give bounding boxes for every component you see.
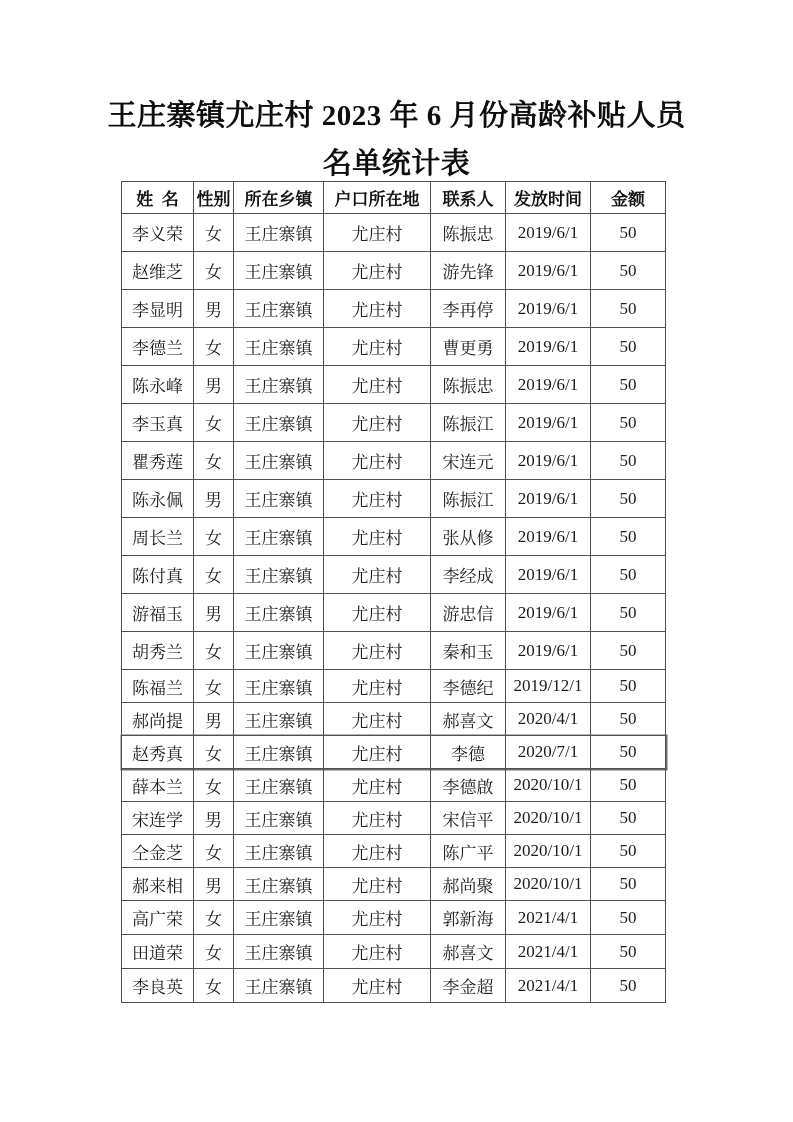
table-header-row xyxy=(122,182,666,214)
cell-name: 游福玉 xyxy=(122,594,194,632)
cell-location: 尤庄村 xyxy=(324,480,431,518)
cell-location: 尤庄村 xyxy=(324,556,431,594)
header-location: 户口所在地 xyxy=(324,182,431,214)
cell-name: 田道荣 xyxy=(122,935,194,969)
cell-location: 尤庄村 xyxy=(324,901,431,935)
cell-amount: 50 xyxy=(591,328,666,366)
title-line-1: 王庄寨镇尤庄村 2023 年 6 月份高龄补贴人员 xyxy=(107,100,686,132)
cell-contact: 李金超 xyxy=(431,969,506,1003)
cell-date: 2019/6/1 xyxy=(506,404,591,442)
cell-gender: 女 xyxy=(194,252,234,290)
cell-date: 2019/6/1 xyxy=(506,480,591,518)
cell-name: 李玉真 xyxy=(122,404,194,442)
cell-date: 2019/12/1 xyxy=(506,670,591,703)
cell-gender: 女 xyxy=(194,404,234,442)
cell-location: 尤庄村 xyxy=(324,769,431,802)
cell-contact: 张从修 xyxy=(431,518,506,556)
cell-gender: 男 xyxy=(194,868,234,901)
cell-location: 尤庄村 xyxy=(324,366,431,404)
cell-contact: 李德纪 xyxy=(431,670,506,703)
table-row xyxy=(122,442,666,480)
cell-gender: 女 xyxy=(194,556,234,594)
cell-location: 尤庄村 xyxy=(324,290,431,328)
cell-gender: 男 xyxy=(194,802,234,835)
cell-amount: 50 xyxy=(591,442,666,480)
cell-town: 王庄寨镇 xyxy=(234,769,324,802)
cell-name: 陈福兰 xyxy=(122,670,194,703)
cell-location: 尤庄村 xyxy=(324,969,431,1003)
cell-amount: 50 xyxy=(591,736,666,769)
table-row xyxy=(122,802,666,835)
cell-amount: 50 xyxy=(591,670,666,703)
cell-date: 2020/10/1 xyxy=(506,835,591,868)
cell-gender: 女 xyxy=(194,518,234,556)
cell-location: 尤庄村 xyxy=(324,670,431,703)
cell-contact: 郭新海 xyxy=(431,901,506,935)
cell-gender: 女 xyxy=(194,442,234,480)
cell-name: 陈永佩 xyxy=(122,480,194,518)
cell-name: 陈付真 xyxy=(122,556,194,594)
cell-date: 2019/6/1 xyxy=(506,328,591,366)
cell-location: 尤庄村 xyxy=(324,214,431,252)
table-row xyxy=(122,769,666,802)
cell-name: 仝金芝 xyxy=(122,835,194,868)
subsidy-table xyxy=(121,181,666,1003)
cell-date: 2019/6/1 xyxy=(506,632,591,670)
cell-contact: 陈振忠 xyxy=(431,366,506,404)
cell-gender: 女 xyxy=(194,214,234,252)
table-row xyxy=(122,835,666,868)
cell-amount: 50 xyxy=(591,835,666,868)
title-line-2: 名单统计表 xyxy=(322,148,471,180)
cell-town: 王庄寨镇 xyxy=(234,290,324,328)
cell-amount: 50 xyxy=(591,802,666,835)
cell-date: 2019/6/1 xyxy=(506,252,591,290)
cell-contact: 游忠信 xyxy=(431,594,506,632)
cell-town: 王庄寨镇 xyxy=(234,835,324,868)
table-row xyxy=(122,594,666,632)
cell-town: 王庄寨镇 xyxy=(234,901,324,935)
cell-amount: 50 xyxy=(591,632,666,670)
cell-amount: 50 xyxy=(591,969,666,1003)
cell-location: 尤庄村 xyxy=(324,328,431,366)
cell-date: 2019/6/1 xyxy=(506,442,591,480)
cell-gender: 女 xyxy=(194,632,234,670)
cell-location: 尤庄村 xyxy=(324,518,431,556)
cell-contact: 陈振江 xyxy=(431,480,506,518)
cell-date: 2019/6/1 xyxy=(506,518,591,556)
header-amount: 金额 xyxy=(591,182,666,214)
cell-town: 王庄寨镇 xyxy=(234,556,324,594)
cell-date: 2019/6/1 xyxy=(506,214,591,252)
cell-date: 2019/6/1 xyxy=(506,366,591,404)
cell-town: 王庄寨镇 xyxy=(234,935,324,969)
cell-name: 胡秀兰 xyxy=(122,632,194,670)
cell-amount: 50 xyxy=(591,868,666,901)
table-row xyxy=(122,328,666,366)
cell-gender: 女 xyxy=(194,901,234,935)
cell-date: 2020/10/1 xyxy=(506,769,591,802)
cell-contact: 秦和玉 xyxy=(431,632,506,670)
header-gender: 性别 xyxy=(194,182,234,214)
header-town: 所在乡镇 xyxy=(234,182,324,214)
cell-date: 2020/7/1 xyxy=(506,736,591,769)
cell-contact: 游先锋 xyxy=(431,252,506,290)
cell-location: 尤庄村 xyxy=(324,632,431,670)
table-row xyxy=(122,214,666,252)
cell-date: 2021/4/1 xyxy=(506,935,591,969)
cell-gender: 女 xyxy=(194,769,234,802)
cell-location: 尤庄村 xyxy=(324,802,431,835)
cell-amount: 50 xyxy=(591,480,666,518)
header-contact: 联系人 xyxy=(431,182,506,214)
cell-town: 王庄寨镇 xyxy=(234,214,324,252)
cell-gender: 男 xyxy=(194,290,234,328)
table-row xyxy=(122,518,666,556)
cell-town: 王庄寨镇 xyxy=(234,703,324,736)
cell-town: 王庄寨镇 xyxy=(234,670,324,703)
cell-town: 王庄寨镇 xyxy=(234,868,324,901)
table-row xyxy=(122,404,666,442)
cell-contact: 李再停 xyxy=(431,290,506,328)
table-row xyxy=(122,632,666,670)
cell-name: 高广荣 xyxy=(122,901,194,935)
cell-date: 2019/6/1 xyxy=(506,594,591,632)
cell-contact: 宋连元 xyxy=(431,442,506,480)
cell-contact: 陈振忠 xyxy=(431,214,506,252)
cell-contact: 李经成 xyxy=(431,556,506,594)
document-title xyxy=(0,92,793,188)
cell-gender: 女 xyxy=(194,670,234,703)
cell-name: 李义荣 xyxy=(122,214,194,252)
cell-town: 王庄寨镇 xyxy=(234,480,324,518)
cell-amount: 50 xyxy=(591,594,666,632)
table-row xyxy=(122,868,666,901)
cell-amount: 50 xyxy=(591,252,666,290)
cell-amount: 50 xyxy=(591,556,666,594)
cell-gender: 男 xyxy=(194,703,234,736)
cell-amount: 50 xyxy=(591,214,666,252)
cell-gender: 女 xyxy=(194,835,234,868)
table-row xyxy=(122,736,666,769)
cell-name: 瞿秀莲 xyxy=(122,442,194,480)
table-row xyxy=(122,290,666,328)
cell-name: 李显明 xyxy=(122,290,194,328)
cell-town: 王庄寨镇 xyxy=(234,632,324,670)
cell-name: 李德兰 xyxy=(122,328,194,366)
cell-town: 王庄寨镇 xyxy=(234,969,324,1003)
cell-location: 尤庄村 xyxy=(324,594,431,632)
cell-amount: 50 xyxy=(591,290,666,328)
cell-date: 2021/4/1 xyxy=(506,901,591,935)
cell-contact: 郝喜文 xyxy=(431,935,506,969)
cell-location: 尤庄村 xyxy=(324,835,431,868)
cell-date: 2020/4/1 xyxy=(506,703,591,736)
cell-gender: 女 xyxy=(194,736,234,769)
table-row xyxy=(122,935,666,969)
table-row xyxy=(122,703,666,736)
cell-name: 郝来相 xyxy=(122,868,194,901)
cell-town: 王庄寨镇 xyxy=(234,518,324,556)
table-row xyxy=(122,252,666,290)
cell-town: 王庄寨镇 xyxy=(234,328,324,366)
cell-date: 2019/6/1 xyxy=(506,290,591,328)
cell-date: 2021/4/1 xyxy=(506,969,591,1003)
cell-date: 2019/6/1 xyxy=(506,556,591,594)
cell-town: 王庄寨镇 xyxy=(234,404,324,442)
cell-name: 郝尚提 xyxy=(122,703,194,736)
cell-town: 王庄寨镇 xyxy=(234,442,324,480)
cell-location: 尤庄村 xyxy=(324,736,431,769)
cell-town: 王庄寨镇 xyxy=(234,366,324,404)
cell-name: 陈永峰 xyxy=(122,366,194,404)
header-date: 发放时间 xyxy=(506,182,591,214)
cell-location: 尤庄村 xyxy=(324,703,431,736)
table-row xyxy=(122,366,666,404)
cell-town: 王庄寨镇 xyxy=(234,736,324,769)
cell-contact: 宋信平 xyxy=(431,802,506,835)
cell-name: 李良英 xyxy=(122,969,194,1003)
cell-amount: 50 xyxy=(591,769,666,802)
cell-date: 2020/10/1 xyxy=(506,802,591,835)
cell-town: 王庄寨镇 xyxy=(234,594,324,632)
table-row xyxy=(122,969,666,1003)
cell-gender: 女 xyxy=(194,935,234,969)
cell-name: 薛本兰 xyxy=(122,769,194,802)
cell-name: 宋连学 xyxy=(122,802,194,835)
cell-amount: 50 xyxy=(591,935,666,969)
cell-amount: 50 xyxy=(591,366,666,404)
cell-amount: 50 xyxy=(591,901,666,935)
cell-date: 2020/10/1 xyxy=(506,868,591,901)
cell-gender: 男 xyxy=(194,594,234,632)
table-row xyxy=(122,480,666,518)
cell-amount: 50 xyxy=(591,404,666,442)
cell-contact: 曹更勇 xyxy=(431,328,506,366)
cell-gender: 男 xyxy=(194,366,234,404)
cell-name: 赵秀真 xyxy=(122,736,194,769)
cell-contact: 陈广平 xyxy=(431,835,506,868)
cell-amount: 50 xyxy=(591,518,666,556)
cell-town: 王庄寨镇 xyxy=(234,252,324,290)
cell-town: 王庄寨镇 xyxy=(234,802,324,835)
cell-contact: 李德 xyxy=(431,736,506,769)
cell-name: 周长兰 xyxy=(122,518,194,556)
table-row xyxy=(122,901,666,935)
header-name: 姓 名 xyxy=(122,182,194,214)
cell-contact: 李德啟 xyxy=(431,769,506,802)
cell-location: 尤庄村 xyxy=(324,404,431,442)
cell-location: 尤庄村 xyxy=(324,252,431,290)
cell-amount: 50 xyxy=(591,703,666,736)
cell-contact: 郝喜文 xyxy=(431,703,506,736)
cell-location: 尤庄村 xyxy=(324,442,431,480)
cell-gender: 男 xyxy=(194,480,234,518)
cell-name: 赵维芝 xyxy=(122,252,194,290)
cell-contact: 郝尚聚 xyxy=(431,868,506,901)
cell-gender: 女 xyxy=(194,328,234,366)
cell-gender: 女 xyxy=(194,969,234,1003)
cell-contact: 陈振江 xyxy=(431,404,506,442)
cell-location: 尤庄村 xyxy=(324,868,431,901)
table-row xyxy=(122,670,666,703)
cell-location: 尤庄村 xyxy=(324,935,431,969)
table-row xyxy=(122,556,666,594)
